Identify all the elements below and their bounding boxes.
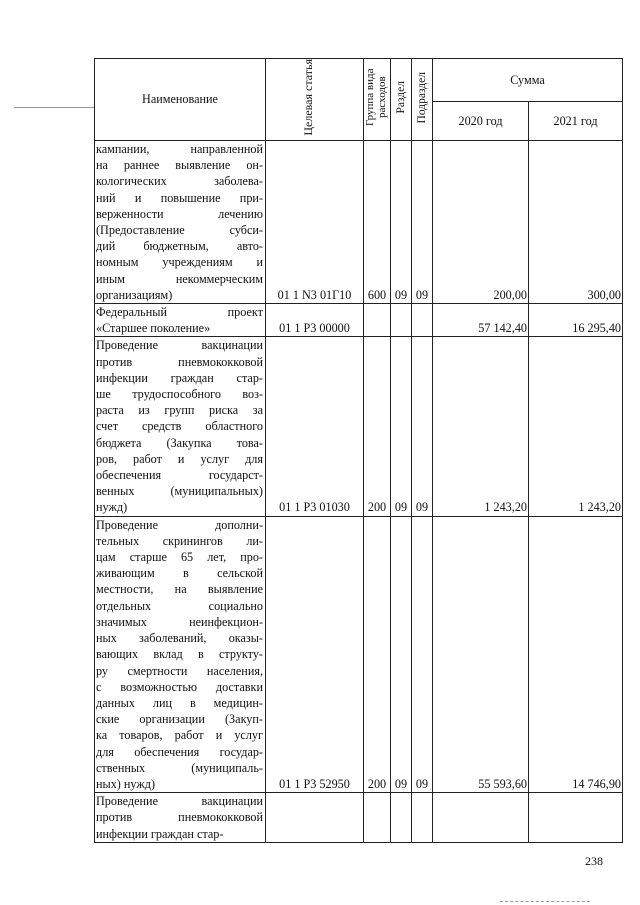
name-line: значимых неинфекцион- <box>96 614 263 629</box>
name-line: ру смертности населения, <box>96 663 263 678</box>
row-group: 200 <box>364 516 391 792</box>
header-year-2021: 2021 год <box>529 102 623 141</box>
table-row <box>95 304 623 337</box>
name-line: верженности лечению <box>96 206 263 221</box>
bottom-dashed-line <box>500 901 590 902</box>
row-sum-2020 <box>433 793 529 843</box>
page-number: 238 <box>585 854 603 868</box>
row-sum-2021 <box>529 793 623 843</box>
header-name: Наименование <box>95 59 266 141</box>
row-target-code <box>266 793 364 843</box>
name-line: вающих вклад в структу- <box>96 647 263 662</box>
row-subsection: 09 <box>412 141 433 304</box>
table-row <box>95 141 623 304</box>
name-line: против пневмококковой <box>96 810 263 825</box>
name-line: (Предоставление субси- <box>96 223 263 238</box>
name-line: номным учреждениям и <box>96 255 263 270</box>
name-line: бюджета (Закупка това- <box>96 435 263 450</box>
name-line: кологических заболева- <box>96 174 263 189</box>
row-group <box>364 793 391 843</box>
row-name <box>95 337 266 516</box>
row-group <box>364 304 391 337</box>
name-line: Федеральный проект <box>96 305 263 320</box>
table-row <box>95 516 623 792</box>
name-line: живающим в сельской <box>96 566 263 581</box>
name-line: ных заболеваний, оказы- <box>96 631 263 646</box>
budget-table <box>94 58 623 843</box>
header-section: Раздел <box>391 59 412 141</box>
row-section: 09 <box>391 141 412 304</box>
row-name <box>95 516 266 792</box>
row-target-code: 01 1 P3 01030 <box>266 337 364 516</box>
header-sum: Сумма <box>433 59 623 102</box>
name-line: ше трудоспособного воз- <box>96 387 263 402</box>
row-sum-2021: 300,00 <box>529 141 623 304</box>
margin-line <box>14 107 94 108</box>
name-line: дий бюджетным, авто- <box>96 239 263 254</box>
name-line: с возможностью доставки <box>96 679 263 694</box>
row-sum-2021: 16 295,40 <box>529 304 623 337</box>
row-sum-2020: 1 243,20 <box>433 337 529 516</box>
name-line: организациям) <box>96 287 173 302</box>
row-section <box>391 304 412 337</box>
row-target-code: 01 1 P3 00000 <box>266 304 364 337</box>
header-target: Целевая статья <box>266 59 364 141</box>
name-line: отдельных социально <box>96 598 263 613</box>
row-section: 09 <box>391 337 412 516</box>
name-line: раста из групп риска за <box>96 403 263 418</box>
name-line: цам старше 65 лет, про- <box>96 550 263 565</box>
name-line: ний и повышение при- <box>96 190 263 205</box>
name-line: Проведение вакцинации <box>96 338 263 353</box>
row-subsection: 09 <box>412 516 433 792</box>
row-group: 600 <box>364 141 391 304</box>
name-line: ных) нужд) <box>96 776 156 791</box>
name-line: местности, на выявление <box>96 582 263 597</box>
row-subsection <box>412 793 433 843</box>
name-line: ров, работ и услуг для <box>96 451 263 466</box>
header-year-2020: 2020 год <box>433 102 529 141</box>
row-subsection: 09 <box>412 337 433 516</box>
row-target-code: 01 1 N3 01Г10 <box>266 141 364 304</box>
name-line: венных (муниципальных) <box>96 484 263 499</box>
name-line: ственных (муниципаль- <box>96 760 263 775</box>
row-name <box>95 304 266 337</box>
name-line: обеспечения государст- <box>96 468 263 483</box>
name-line: на раннее выявление он- <box>96 158 263 173</box>
name-line: против пневмококковой <box>96 354 263 369</box>
name-line: тельных скринингов ли- <box>96 533 263 548</box>
name-line: счет средств областного <box>96 419 263 434</box>
header-subsection: Подраздел <box>412 59 433 141</box>
name-line: нужд) <box>96 500 128 515</box>
row-sum-2021: 14 746,90 <box>529 516 623 792</box>
name-line: Проведение вакцинации <box>96 794 263 809</box>
name-line: иным некоммерческим <box>96 271 263 286</box>
name-line: «Старшее поколение» <box>96 321 211 336</box>
row-target-code: 01 1 P3 52950 <box>266 516 364 792</box>
row-sum-2021: 1 243,20 <box>529 337 623 516</box>
row-subsection <box>412 304 433 337</box>
name-line: кампании, направленной <box>96 142 263 156</box>
name-line: инфекции граждан стар- <box>96 370 263 385</box>
name-line: ка товаров, работ и услуг <box>96 728 263 743</box>
header-group: Группа вида расходов <box>364 59 391 141</box>
row-section <box>391 793 412 843</box>
table-row <box>95 793 623 843</box>
row-section: 09 <box>391 516 412 792</box>
name-line: данных лиц в медицин- <box>96 695 263 710</box>
name-line: ские организации (Закуп- <box>96 712 263 727</box>
row-sum-2020: 57 142,40 <box>433 304 529 337</box>
row-sum-2020: 55 593,60 <box>433 516 529 792</box>
name-line: для обеспечения государ- <box>96 744 263 759</box>
name-line: Проведение дополни- <box>96 517 263 532</box>
row-name <box>95 793 266 843</box>
row-sum-2020: 200,00 <box>433 141 529 304</box>
name-line: инфекции граждан стар- <box>96 826 224 841</box>
table-row <box>95 337 623 516</box>
row-name <box>95 141 266 304</box>
row-group: 200 <box>364 337 391 516</box>
